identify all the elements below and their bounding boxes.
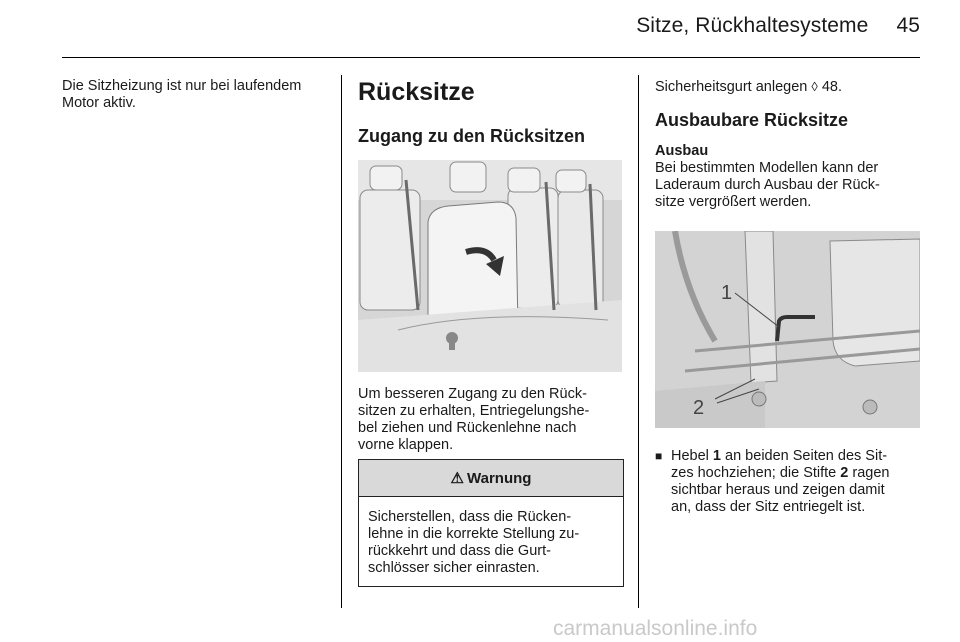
bullet-square-icon: ■ xyxy=(655,449,663,463)
removal-subheading: Ausbau xyxy=(655,143,709,159)
chapter-title: Sitze, Rückhaltesysteme xyxy=(636,14,869,37)
subsection-heading: Zugang zu den Rücksitzen xyxy=(358,126,586,146)
column-divider-2 xyxy=(638,75,639,608)
removable-seats-heading: Ausbaubare Rücksitze xyxy=(655,110,849,130)
warning-triangle-icon: ⚠ xyxy=(450,470,464,487)
cross-reference-icon: ◊ xyxy=(811,79,818,94)
column-divider-1 xyxy=(341,75,342,608)
access-paragraph: Um besseren Zugang zu den Rück- sitzen zu erhalten, Entriegelungshe- bel ziehen und Rückenlehne nach vorne klappen. xyxy=(358,386,590,453)
left-column xyxy=(62,78,332,112)
figure-label-2: 2 xyxy=(693,397,705,419)
rear-seat-access-figure xyxy=(358,160,622,372)
section-heading: Rücksitze xyxy=(358,78,475,106)
seat-lever-illustration xyxy=(655,231,920,428)
right-column xyxy=(655,78,920,516)
warning-box xyxy=(358,459,624,587)
figure-label-1: 1 xyxy=(721,282,733,304)
page-reference[interactable]: 48. xyxy=(821,79,843,95)
middle-column xyxy=(358,78,628,587)
removal-paragraph: Bei bestimmten Modellen kann der Laderaum durch Ausbau der Rück- sitze vergrößert werden. xyxy=(655,160,880,210)
seatbelt-reference: Sicherheitsgurt anlegen ◊ 48. xyxy=(655,79,843,95)
left-paragraph: Die Sitzheizung ist nur bei laufendem Motor aktiv. xyxy=(62,78,302,111)
seat-illustration xyxy=(358,160,622,372)
watermark: carmanualsonline.info xyxy=(553,617,758,640)
page-number: 45 xyxy=(896,14,920,37)
page-header xyxy=(636,14,920,38)
bullet-item xyxy=(655,448,920,516)
bullet-text: Hebel 1 an beiden Seiten des Sit- zes hochziehen; die Stifte 2 ragen sichtbar heraus und zeigen damit an, dass der Sitz entriegelt ist. xyxy=(671,448,890,515)
warning-header xyxy=(359,460,623,497)
header-rule xyxy=(62,57,920,58)
warning-title: Warnung xyxy=(467,469,532,487)
seat-removal-figure xyxy=(655,231,920,428)
warning-text: Sicherstellen, dass die Rücken- lehne in die korrekte Stellung zu- rückkehrt und dass die Gurt- schlösser sicher einrasten. xyxy=(368,509,580,576)
